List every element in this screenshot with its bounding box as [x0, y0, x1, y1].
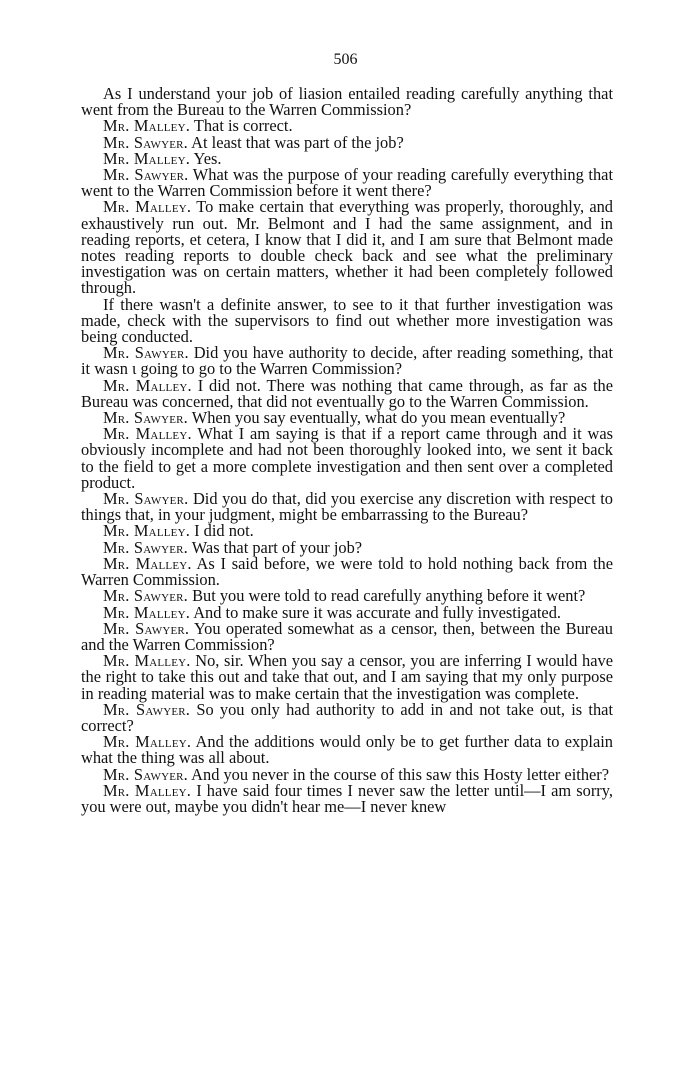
speaker-name: Mr. Sawyer. — [103, 132, 188, 152]
paragraph-text: What I am saying is that if a report came through and it was obviously incomplete and had not been thoroughly looked into, we sent it back to the field to get a more complete investigation and then sent over a completed product. — [81, 424, 613, 492]
speaker-name: Mr. Malley. — [103, 375, 192, 395]
speaker-name: Mr. Sawyer. — [103, 586, 188, 606]
paragraph-text: I did not. — [190, 521, 254, 541]
speaker-name: Mr. Sawyer. — [103, 699, 191, 719]
speaker-name: Mr. Malley. — [103, 780, 192, 800]
transcript-paragraph — [81, 345, 613, 377]
speaker-name: Mr. Malley. — [103, 424, 192, 444]
paragraph-text: To make certain that everything was properly, thoroughly, and exhaustively run out. Mr. Belmont and I had the same assignment, and in reading reports, et cetera, I know that I did it, and I am sure that Belmont made notes reading reports to double check back and see what the preliminary investigation was on certain matters, whether it had been completely followed through. — [81, 197, 613, 298]
speaker-name: Mr. Sawyer. — [103, 489, 189, 509]
paragraph-text: And you never in the course of this saw this Hosty letter either? — [187, 764, 610, 784]
page-number: 506 — [333, 51, 358, 68]
speaker-name: Mr. Malley. — [103, 602, 191, 622]
paragraph-text: So you only had authority to add in and not take out, is that correct? — [81, 699, 613, 735]
paragraph-text: Did you have authority to decide, after reading something, that it wasn ι going to go to the Warren Commission? — [81, 343, 613, 379]
transcript-paragraph — [81, 294, 613, 347]
speaker-name: Mr. Sawyer. — [103, 537, 188, 557]
paragraph-text: As I said before, we were told to hold nothing back from the Warren Commission. — [81, 553, 613, 590]
paragraph-text: Was that part of your job? — [187, 537, 363, 557]
transcript-paragraph — [81, 167, 613, 199]
paragraph-text: No, sir. When you say a censor, you are inferring I would have the right to take this out and take that out, and I am saying that my only purpose in reading material was to make certain that the investigation was complete. — [81, 651, 613, 703]
paragraph-text: As I understand your job of liasion entailed reading carefully anything that went from the Bureau to the Warren Commission? — [81, 84, 613, 120]
speaker-name: Mr. Malley. — [103, 148, 191, 168]
transcript-paragraph — [81, 699, 613, 735]
transcript-paragraph — [81, 653, 613, 702]
paragraph-text: At least that was part of the job? — [187, 132, 404, 152]
paragraph-text: I did not. There was nothing that came through, as far as the Bureau was concerned, that did not eventually go to the Warren Commission. — [81, 375, 613, 411]
transcript-body — [81, 86, 613, 815]
transcript-paragraph — [81, 86, 613, 118]
speaker-name: Mr. Malley. — [103, 197, 192, 217]
speaker-name: Mr. Sawyer. — [103, 343, 189, 363]
speaker-name: Mr. Malley. — [103, 116, 191, 136]
speaker-name: Mr. Sawyer. — [103, 408, 188, 428]
speaker-name: Mr. Sawyer. — [103, 764, 188, 784]
paragraph-text: And to make sure it was accurate and fully investigated. — [190, 602, 561, 622]
paragraph-text: Yes. — [190, 148, 222, 168]
paragraph-text: You operated somewhat as a censor, then, between the Bureau and the Warren Commission? — [81, 618, 613, 654]
speaker-name: Mr. Sawyer. — [103, 618, 190, 638]
paragraph-text: If there wasn't a definite answer, to see to it that further investigation was made, check with the supervisors to find out whether more investigation was being conducted. — [81, 294, 613, 347]
speaker-name: Mr. Sawyer. — [103, 165, 189, 185]
paragraph-text: What was the purpose of your reading carefully everything that went to the Warren Commission before it went there? — [81, 165, 613, 201]
transcript-paragraph — [81, 553, 613, 590]
transcript-paragraph — [81, 426, 613, 491]
paragraph-text: I have said four times I never saw the letter until—I am sorry, you were out, maybe you didn't hear me—I never knew — [81, 780, 613, 816]
transcript-paragraph — [81, 375, 613, 411]
transcript-paragraph — [81, 780, 613, 816]
paragraph-text: But you were told to read carefully anything before it went? — [187, 586, 586, 606]
paragraph-text: When you say eventually, what do you mean eventually? — [187, 408, 566, 428]
transcript-paragraph — [81, 618, 613, 654]
speaker-name: Mr. Malley. — [103, 553, 192, 573]
speaker-name: Mr. Malley. — [103, 521, 191, 541]
paragraph-text: That is correct. — [190, 116, 293, 136]
paragraph-text: And the additions would only be to get further data to explain what the thing was all about. — [81, 732, 613, 768]
speaker-name: Mr. Malley. — [103, 732, 192, 752]
paragraph-text: Did you do that, did you exercise any discretion with respect to things that, in your judgment, might be embarrassing to the Bureau? — [81, 489, 613, 525]
transcript-paragraph — [81, 199, 613, 296]
transcript-paragraph — [81, 734, 613, 766]
speaker-name: Mr. Malley. — [103, 651, 191, 671]
transcript-paragraph — [81, 491, 613, 523]
